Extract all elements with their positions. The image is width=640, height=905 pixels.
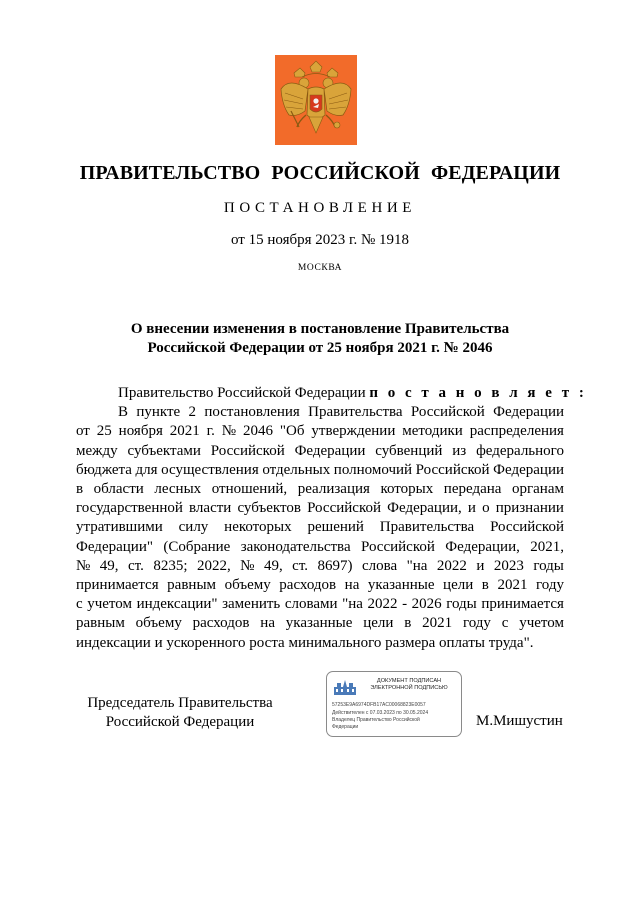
body-line: индексации и ускоренного роста минимального размера оплаты труда". bbox=[76, 634, 534, 651]
document-city: МОСКВА bbox=[297, 263, 343, 273]
body-line: бюджета для осуществления отдельных полномочий Российской Федерации bbox=[76, 461, 564, 478]
body-line: в области лесных отношений, реализация которых передана органам bbox=[76, 481, 564, 498]
document-subject bbox=[60, 320, 580, 358]
stamp-owner-continued: Федерации bbox=[332, 724, 359, 730]
body-line: № 49, ст. 8235; 2022, № 49, ст. 8697) слова "на 2022 и 2023 годы bbox=[76, 557, 564, 574]
body-paragraph bbox=[76, 403, 564, 653]
signatory-position-line: Российской Федерации bbox=[105, 714, 255, 730]
kremlin-building-icon bbox=[333, 678, 357, 696]
body-line: от 25 ноября 2021 г. № 2046 "Об утверждении методики распределения bbox=[76, 423, 564, 440]
stamp-title bbox=[359, 678, 459, 692]
signatory-position-line: Председатель Правительства bbox=[87, 695, 273, 711]
body-intro bbox=[76, 384, 587, 403]
russian-coat-of-arms-icon bbox=[275, 55, 357, 145]
body-line: между субъектами Российской Федерации субвенций из федерального bbox=[76, 442, 564, 459]
subject-line: Российской Федерации от 25 ноября 2021 г. № 2046 bbox=[147, 340, 493, 356]
body-line: равным объему расходов на указанные цели в 2021 году с учетом bbox=[76, 615, 564, 632]
body-line: Федерации" (Собрание законодательства Российской Федерации, 2021, bbox=[76, 538, 564, 555]
stamp-validity: Действителен с 07.03.2023 по 30.05.2024 bbox=[332, 710, 429, 716]
body-line: с учетом индексации" заменить словами "на 2022 - 2026 годы принимается bbox=[76, 596, 564, 613]
document-body bbox=[76, 384, 587, 653]
body-line: В пункте 2 постановления Правительства Российской Федерации bbox=[118, 404, 564, 421]
body-line: государственной власти субъектов Российской Федерации, и о признании bbox=[76, 500, 564, 517]
stamp-title-line: ДОКУМЕНТ ПОДПИСАН bbox=[376, 678, 442, 684]
subject-line: О внесении изменения в постановление Правительства bbox=[130, 321, 510, 337]
stamp-certificate: 57253E9A6974DFB17AC00068823E0057 bbox=[332, 702, 426, 708]
document-date-number: от 15 ноября 2023 г. № 1918 bbox=[230, 232, 410, 248]
body-line: утратившими силу некоторых решений Правительства Российской bbox=[76, 519, 564, 536]
government-title: ПРАВИТЕЛЬСТВО РОССИЙСКОЙ ФЕДЕРАЦИИ bbox=[79, 162, 561, 184]
document-type: ПОСТАНОВЛЕНИЕ bbox=[223, 200, 417, 216]
body-line: принимается равным объему расходов на указанные цели в 2021 году bbox=[76, 577, 564, 594]
stamp-title-line: ЭЛЕКТРОННОЙ ПОДПИСЬЮ bbox=[370, 685, 448, 691]
body-intro-subject: Правительство Российской Федерации bbox=[118, 385, 366, 401]
signatory-position bbox=[80, 694, 280, 732]
body-intro-verb: п о с т а н о в л я е т : bbox=[369, 385, 587, 401]
electronic-signature-stamp bbox=[326, 671, 462, 737]
stamp-owner: Владелец Правительство Российской bbox=[332, 717, 420, 723]
signatory-name: М.Мишустин bbox=[476, 713, 563, 729]
